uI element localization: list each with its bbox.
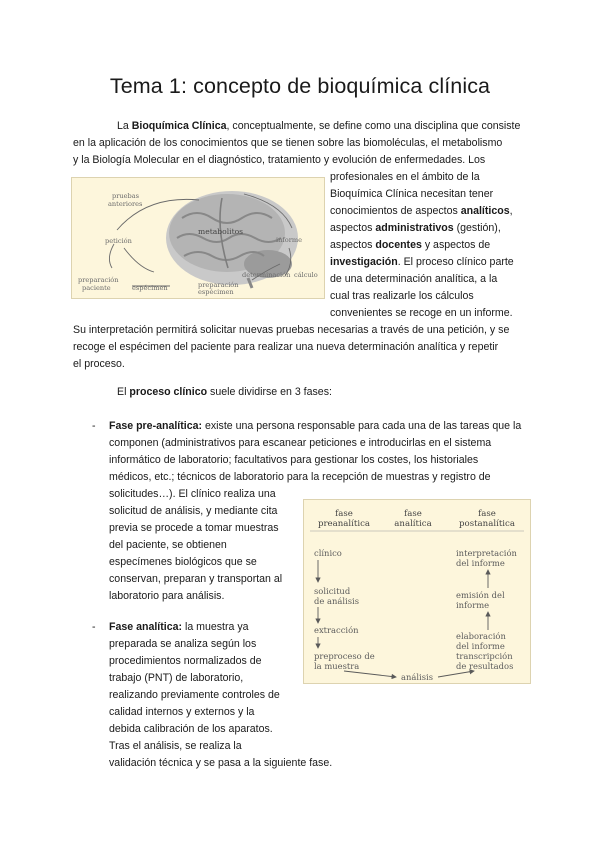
paragraph-line: convenientes se recoge en un informe. bbox=[330, 307, 513, 319]
bold-term: Bioquímica Clínica bbox=[131, 120, 227, 132]
paragraph-line: y la Biología Molecular en el diagnóstico, tratamiento y evolución de enfermedades. Los bbox=[73, 154, 486, 166]
label-preparacion: preparación bbox=[78, 276, 119, 284]
label-pruebas: pruebas bbox=[112, 192, 140, 200]
header-preanalitica-2: preanalítica bbox=[317, 519, 371, 529]
text-run: aspectos bbox=[330, 222, 376, 234]
bold-term: investigación bbox=[330, 256, 398, 268]
paragraph-line: debida calibración de los aparatos. bbox=[109, 723, 273, 735]
node-emision-1: emisión del bbox=[456, 590, 505, 600]
paragraph-line: solicitud de análisis, y mediante cita bbox=[109, 505, 278, 517]
label-metabolitos: metabolitos bbox=[198, 227, 244, 236]
paragraph-line bbox=[109, 418, 521, 435]
page-title: Tema 1: concepto de bioquímica clínica bbox=[109, 74, 491, 98]
paragraph-line: de una determinación analítica, a la bbox=[330, 273, 498, 285]
node-solicitud-2: de análisis bbox=[314, 596, 359, 606]
node-elaboracion-2: del informe bbox=[456, 641, 505, 651]
bullet-label: Fase analítica: bbox=[109, 621, 183, 633]
text-run: y aspectos de bbox=[421, 239, 491, 251]
phases-diagram bbox=[303, 499, 531, 684]
header-preanalitica-1: fase bbox=[335, 509, 353, 519]
header-postanalitica-1: fase bbox=[478, 509, 496, 519]
paragraph-line: profesionales en el ámbito de la bbox=[330, 171, 480, 183]
node-preproceso-2: la muestra bbox=[314, 661, 360, 671]
paragraph-line: especímenes biológicos que se bbox=[109, 556, 257, 568]
paragraph-line: Bioquímica Clínica necesitan tener bbox=[330, 188, 494, 200]
node-interpretacion-1: interpretación bbox=[456, 548, 517, 558]
node-preproceso-1: preproceso de bbox=[314, 651, 375, 661]
bold-term: administrativos bbox=[375, 222, 454, 234]
paragraph-line bbox=[109, 619, 249, 636]
paragraph-line bbox=[330, 220, 501, 237]
label-peticion: petición bbox=[105, 237, 132, 245]
paragraph-line bbox=[117, 118, 520, 135]
node-solicitud-1: solicitud bbox=[314, 586, 351, 596]
paragraph-line: Su interpretación permitirá solicitar nuevas pruebas necesarias a través de una petición, y se bbox=[73, 324, 510, 336]
label-anteriores: anteriores bbox=[108, 200, 143, 208]
paragraph-line: realizando previamente controles de bbox=[109, 689, 280, 701]
text-run: la muestra ya bbox=[182, 621, 249, 633]
paragraph-line bbox=[330, 237, 490, 254]
bullet-label: Fase pre-analítica: bbox=[109, 420, 203, 432]
text-run: aspectos bbox=[330, 239, 376, 251]
brain-process-figure bbox=[71, 177, 325, 299]
bold-term: docentes bbox=[375, 239, 422, 251]
paragraph-line: cual tras realizarle los cálculos bbox=[330, 290, 474, 302]
node-clinico: clínico bbox=[314, 548, 342, 558]
node-transcripcion-2: de resultados bbox=[456, 661, 514, 671]
node-extraccion: extracción bbox=[314, 625, 359, 635]
label-calculo: cálculo bbox=[294, 271, 318, 279]
paragraph-line bbox=[117, 384, 332, 401]
label-prep-especimen-1: preparación bbox=[198, 281, 239, 289]
text-run: existe una persona responsable para cada una de las tareas que la bbox=[202, 420, 522, 432]
text-run: . El proceso clínico parte bbox=[397, 256, 514, 268]
node-analisis: análisis bbox=[400, 672, 434, 682]
paragraph-line: preparada se analiza según los bbox=[109, 638, 257, 650]
header-postanalitica-2: postanalítica bbox=[459, 519, 515, 529]
paragraph-line: componen (administrativos para escanear peticiones e introducirlas en el sistema bbox=[109, 437, 492, 449]
paragraph-line: trabajo (PNT) de laboratorio, bbox=[109, 672, 244, 684]
node-transcripcion-1: transcripción bbox=[456, 651, 513, 661]
paragraph-line: recoge el espécimen del paciente para realizar una nueva determinación analítica y repetir bbox=[73, 341, 499, 353]
text-run: La bbox=[117, 120, 132, 132]
paragraph-line: conservan, preparan y transportan al bbox=[109, 573, 283, 585]
label-paciente: paciente bbox=[82, 284, 111, 292]
paragraph-line: médicos, etc.; técnicos de laboratorio para la recepción de muestras y registro de bbox=[109, 471, 491, 483]
header-analitica-2: analítica bbox=[394, 519, 432, 529]
paragraph-line: Tras el análisis, se realiza la bbox=[109, 740, 242, 752]
node-emision-2: informe bbox=[456, 600, 490, 610]
text-run: conocimientos de aspectos bbox=[330, 205, 461, 217]
bold-term: analíticos bbox=[460, 205, 510, 217]
paragraph-line: laboratorio para análisis. bbox=[109, 590, 225, 602]
paragraph-line: del paciente, se obtienen bbox=[109, 539, 227, 551]
node-interpretacion-2: del informe bbox=[456, 558, 505, 568]
paragraph-line: solicitudes…). El clínico realiza una bbox=[109, 488, 276, 500]
paragraph-line: validación técnica y se pasa a la siguiente fase. bbox=[109, 757, 333, 769]
text-run: , bbox=[509, 205, 513, 217]
bold-term: proceso clínico bbox=[129, 386, 208, 398]
text-run: (gestión), bbox=[453, 222, 501, 234]
paragraph-line bbox=[330, 203, 513, 220]
header-analitica-1: fase bbox=[404, 509, 422, 519]
paragraph-line bbox=[330, 254, 514, 271]
paragraph-line: informático de laboratorio; facultativos para gestionar los costes, los historiales bbox=[109, 454, 479, 466]
label-informe: informe bbox=[276, 236, 303, 244]
node-elaboracion-1: elaboración bbox=[456, 631, 506, 641]
text-run: El bbox=[117, 386, 130, 398]
paragraph-line: previa se procede a tomar muestras bbox=[109, 522, 279, 534]
paragraph-line: el proceso. bbox=[73, 358, 125, 370]
bullet-dash: - bbox=[92, 621, 96, 633]
text-run: , conceptualmente, se define como una disciplina que consiste bbox=[226, 120, 521, 132]
paragraph-line: procedimientos normalizados de bbox=[109, 655, 262, 667]
label-espacimen: espécimen bbox=[132, 284, 168, 292]
text-run: suele dividirse en 3 fases: bbox=[207, 386, 332, 398]
label-determinacion: determinación bbox=[242, 271, 291, 279]
bullet-dash: - bbox=[92, 420, 96, 432]
paragraph-line: calidad internos y externos y la bbox=[109, 706, 255, 718]
label-prep-especimen-2: espécimen bbox=[198, 288, 234, 296]
paragraph-line: en la aplicación de los conocimientos que se tienen sobre las biomoléculas, el metabolismo bbox=[73, 137, 503, 149]
